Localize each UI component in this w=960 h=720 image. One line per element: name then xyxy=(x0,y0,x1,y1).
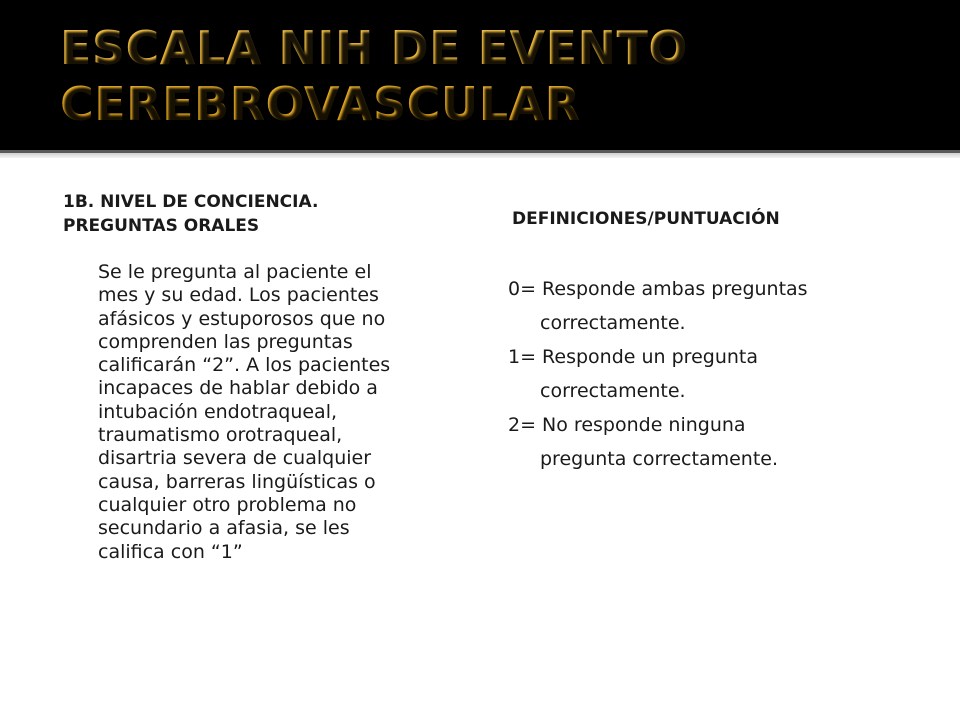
left-column-heading xyxy=(63,190,463,238)
body-line: cualquier otro problema no xyxy=(98,493,357,516)
body-line: intubación endotraqueal, xyxy=(98,400,338,423)
definition-score-2 xyxy=(508,408,948,476)
body-line: Se le pregunta al paciente el xyxy=(98,261,372,283)
left-heading-line-2: PREGUNTAS ORALES xyxy=(63,216,260,236)
body-line: secundario a afasia, se les xyxy=(98,517,350,540)
definition-text: 1= Responde un pregunta xyxy=(508,346,759,368)
body-line: calificarán “2”. A los pacientes xyxy=(98,354,391,377)
title-band xyxy=(0,0,960,150)
slide-title-line-1: ESCALA NIH DE EVENTO xyxy=(60,21,689,75)
right-heading-text: DEFINICIONES/PUNTUACIÓN xyxy=(512,209,780,229)
left-heading-line-1: 1B. NIVEL DE CONCIENCIA. xyxy=(63,192,319,212)
definition-continuation: pregunta correctamente. xyxy=(540,448,779,470)
right-column-heading xyxy=(512,207,912,231)
body-line: mes y su edad. Los pacientes xyxy=(98,284,379,307)
body-line: comprenden las preguntas xyxy=(98,330,353,353)
definition-score-0 xyxy=(508,272,948,340)
definitions-list xyxy=(508,272,948,476)
body-line: afásicos y estuporosos que no xyxy=(98,307,386,330)
left-column-body xyxy=(98,261,468,564)
slide-title xyxy=(60,20,940,132)
definition-continuation: correctamente. xyxy=(540,312,686,334)
definition-score-1 xyxy=(508,340,948,408)
definition-text: 2= No responde ninguna xyxy=(508,414,746,436)
body-line: disartria severa de cualquier xyxy=(98,447,372,470)
body-line: causa, barreras lingüísticas o xyxy=(98,470,376,493)
definition-continuation: correctamente. xyxy=(540,380,686,402)
body-line: traumatismo orotraqueal, xyxy=(98,424,343,447)
body-line: incapaces de hablar debido a xyxy=(98,377,378,400)
slide-title-line-2: CEREBROVASCULAR xyxy=(60,77,581,131)
definition-text: 0= Responde ambas preguntas xyxy=(508,278,808,300)
body-line: califica con “1” xyxy=(98,540,243,563)
title-divider-light xyxy=(0,153,960,158)
